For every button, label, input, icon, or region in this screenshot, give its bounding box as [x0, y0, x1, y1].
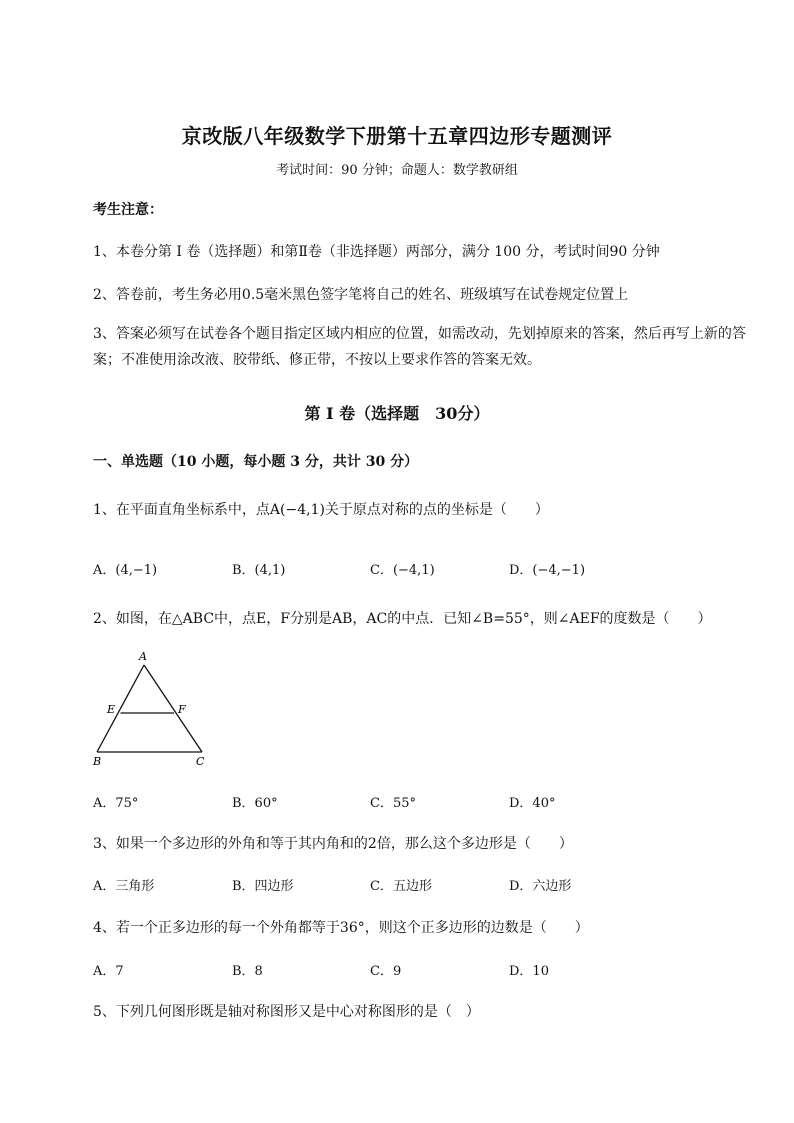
side-ac: [144, 665, 202, 752]
option-a: A．7: [93, 964, 124, 979]
midpoint-label-f: F: [178, 703, 186, 716]
section-title: 第 I 卷（选择题 30分）: [304, 404, 490, 423]
question-stem: 4、若一个正多边形的每一个外角都等于36°，则这个正多边形的边数是（ ）: [93, 920, 589, 936]
option-c: C．55°: [370, 796, 416, 811]
option-c: C．9: [370, 964, 402, 979]
option-a: A．(4,−1): [93, 563, 158, 578]
option-b: B．8: [232, 964, 263, 979]
notice-item: 2、答卷前，考生务必用0.5毫米黑色签字笔将自己的姓名、班级填写在试卷规定位置上: [93, 287, 629, 303]
question-stem: 2、如图，在△ABC中，点E，F分别是AB，AC的中点．已知∠B=55°，则∠AEF的度数是（ ）: [93, 611, 712, 627]
vertex-label-a: A: [139, 650, 147, 663]
option-b: B．四边形: [232, 879, 294, 894]
notice-heading: 考生注意：: [93, 202, 163, 218]
option-a: A．三角形: [93, 879, 155, 894]
question-stem: 1、在平面直角坐标系中，点A(−4,1)关于原点对称的点的坐标是（ ）: [93, 502, 549, 518]
option-d: D．10: [509, 964, 549, 979]
option-b: B．60°: [232, 796, 278, 811]
option-c: C．(−4,1): [370, 563, 435, 578]
option-c: C．五边形: [370, 879, 432, 894]
page-title: 京改版八年级数学下册第十五章四边形专题测评: [181, 124, 613, 148]
option-d: D．六边形: [509, 879, 572, 894]
vertex-label-b: B: [93, 755, 102, 768]
notice-item: 3、答案必须写在试卷各个题目指定区域内相应的位置，如需改动，先划掉原来的答案，然后再写上新的答案；不准使用涂改液、胶带纸、修正带，不按以上要求作答的答案无效。: [93, 326, 746, 368]
exam-info: 考试时间：90 分钟；命题人：数学教研组: [276, 163, 518, 178]
option-d: D．(−4,−1): [509, 563, 586, 578]
option-d: D．40°: [509, 796, 556, 811]
midpoint-label-e: E: [107, 703, 116, 716]
vertex-label-c: C: [196, 755, 205, 768]
option-a: A．75°: [93, 796, 139, 811]
side-ab: [97, 665, 144, 752]
part-heading: 一、单选题（10 小题，每小题 3 分，共计 30 分）: [93, 454, 419, 470]
notice-item: 1、本卷分第 I 卷（选择题）和第Ⅱ卷（非选择题）两部分，满分 100 分，考试时间90 分钟: [93, 244, 660, 260]
question-stem: 3、如果一个多边形的外角和等于其内角和的2倍，那么这个多边形是（ ）: [93, 836, 573, 852]
triangle-figure: [85, 645, 215, 770]
question-stem: 5、下列几何图形既是轴对称图形又是中心对称图形的是（ ）: [93, 1004, 480, 1020]
option-b: B．(4,1): [232, 563, 286, 578]
